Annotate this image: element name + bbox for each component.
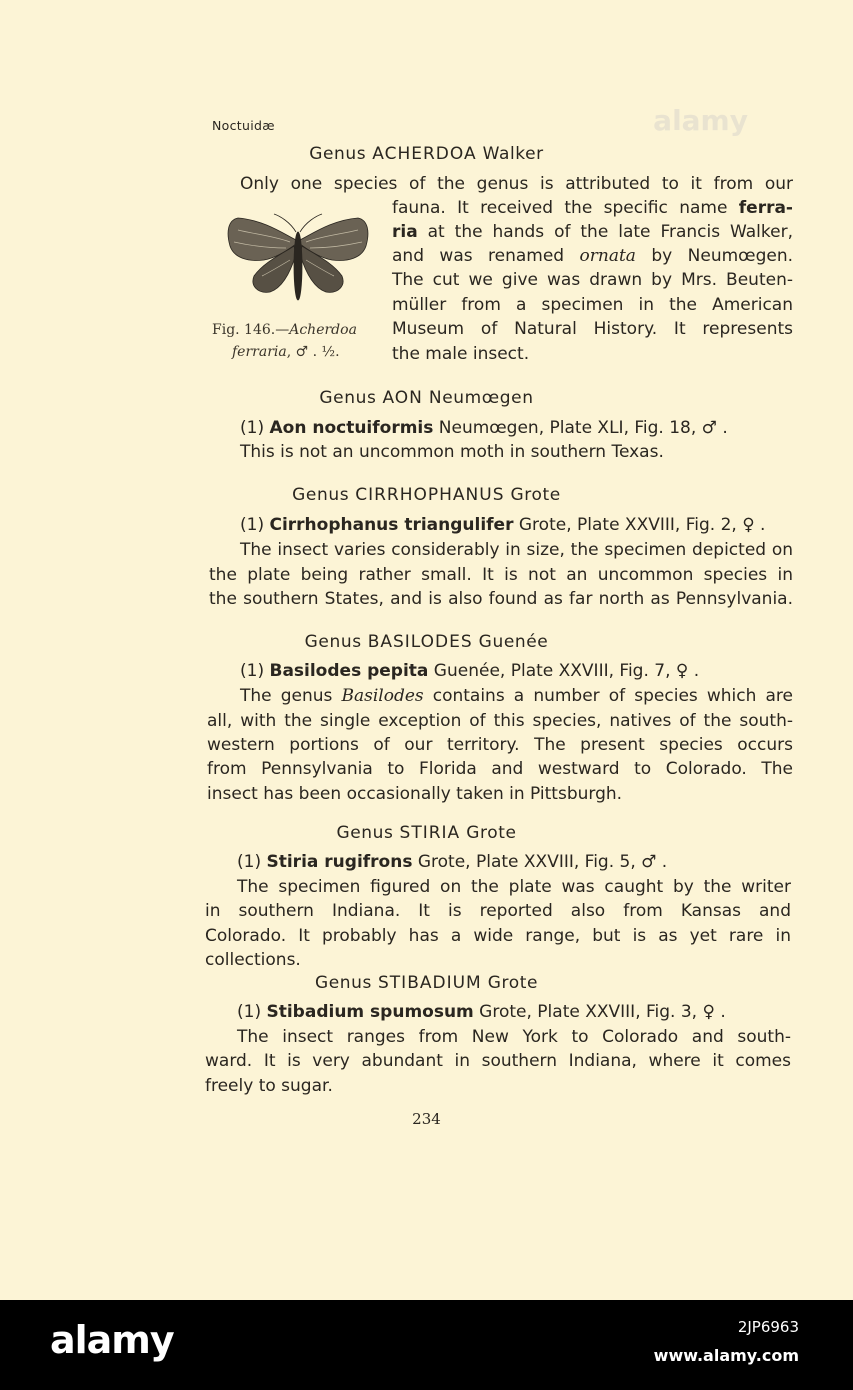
genus-word: Genus [292, 485, 350, 505]
body-line: The cut we give was drawn by Mrs. Beuten- [392, 270, 793, 290]
body-line [240, 686, 793, 706]
body-line: The insect varies considerably in size, the specimen depicted on [240, 540, 793, 560]
body-line: the southern States, and is also found as far north as Pennsylvania. [209, 589, 793, 609]
body-line: This is not an uncommon moth in southern Texas. [240, 442, 664, 462]
body-line [392, 246, 793, 266]
figure-caption-line [232, 344, 340, 360]
plate-reference: Grote, Plate XXVIII, Fig. 2, ♀ . [513, 515, 766, 535]
text-run: by Neumœgen. [635, 246, 793, 266]
genus-name: ACHERDOA [372, 144, 477, 164]
page-number: 234 [412, 1110, 441, 1128]
genus-author: Walker [482, 144, 544, 164]
entry-number: (1) [237, 852, 267, 872]
genus-word: Genus [314, 973, 372, 993]
running-head: Noctuidæ [212, 118, 275, 133]
image-id: 2JP6963 [737, 1318, 799, 1336]
genus-author: Grote [466, 823, 517, 843]
body-line: all, with the single exception of this species, natives of the south- [207, 711, 793, 731]
genus-word: Genus [304, 632, 362, 652]
stock-footer-bar [0, 1300, 853, 1390]
caption-italic: ferraria [232, 344, 287, 360]
genus-name: STIRIA [399, 823, 461, 843]
species-name: Stibadium spumosum [266, 1002, 474, 1022]
genus-name: STIBADIUM [378, 973, 482, 993]
species-name: Cirrhophanus triangulifer [269, 515, 514, 535]
moth-figure-illustration [224, 210, 372, 314]
species-name: ria [392, 222, 418, 242]
body-line: The insect ranges from New York to Colorado and south- [237, 1027, 791, 1047]
genus-author: Grote [510, 485, 561, 505]
genus-name: BASILODES [367, 632, 473, 652]
genus-word: Genus [309, 144, 367, 164]
body-line: Museum of Natural History. It represents [392, 319, 793, 339]
genus-heading-stibadium [0, 973, 853, 993]
body-line [392, 222, 793, 242]
body-line: müller from a specimen in the American [392, 295, 793, 315]
body-line: Only one species of the genus is attributed to it from our [240, 174, 793, 194]
body-line: the plate being rather small. It is not an uncommon species in [209, 565, 793, 585]
species-name: ferra- [738, 198, 793, 218]
body-line: the male insect. [392, 344, 530, 364]
genus-name: AON [382, 388, 423, 408]
body-line: collections. [205, 950, 301, 970]
body-line: from Pennsylvania to Florida and westward to Colorado. The [207, 759, 793, 779]
body-line: freely to sugar. [205, 1076, 333, 1096]
caption-text: , ♂ . ½. [286, 344, 340, 360]
body-line [392, 198, 793, 218]
alamy-logo: alamy [50, 1318, 174, 1362]
body-line: ward. It is very abundant in southern Indiana, where it comes [205, 1051, 791, 1071]
species-entry [237, 1002, 726, 1022]
body-line: The specimen figured on the plate was caught by the writer [237, 877, 791, 897]
genus-word: Genus [336, 823, 394, 843]
entry-number: (1) [240, 661, 270, 681]
entry-number: (1) [240, 418, 270, 438]
genus-author: Guenée [478, 632, 549, 652]
genus-heading-aon [0, 388, 853, 408]
species-entry [240, 661, 699, 681]
species-entry [240, 515, 765, 535]
species-entry [237, 852, 667, 872]
plate-reference: Guenée, Plate XXVIII, Fig. 7, ♀ . [428, 661, 700, 681]
watermark: alamy [653, 104, 748, 137]
body-line: in southern Indiana. It is reported also from Kansas and [205, 901, 791, 921]
text-run: and was renamed [392, 246, 580, 266]
body-line: Colorado. It probably has a wide range, but is as yet rare in [205, 926, 791, 946]
caption-text: Fig. 146.— [212, 322, 290, 338]
text-run: at the hands of the late Francis Walker, [417, 222, 793, 242]
body-line: western portions of our territory. The present species occurs [207, 735, 793, 755]
species-name: Basilodes pepita [269, 661, 429, 681]
entry-number: (1) [237, 1002, 267, 1022]
genus-heading-cirrhophanus [0, 485, 853, 505]
genus-heading-basilodes [0, 632, 853, 652]
text-run: contains a number of species which are [423, 686, 793, 706]
plate-reference: Neumœgen, Plate XLI, Fig. 18, ♂ . [433, 418, 728, 438]
italic-term: ornata [579, 246, 636, 266]
italic-term: Basilodes [341, 686, 424, 706]
text-run: fauna. It received the specific name [392, 198, 739, 218]
genus-author: Neumœgen [428, 388, 534, 408]
genus-name: CIRRHOPHANUS [355, 485, 505, 505]
caption-italic: Acherdoa [289, 322, 357, 338]
entry-number: (1) [240, 515, 270, 535]
site-url: www.alamy.com [653, 1346, 799, 1365]
figure-caption-line [212, 322, 357, 338]
genus-heading-stiria [0, 823, 853, 843]
genus-heading-acherdoa [0, 144, 853, 164]
body-line: insect has been occasionally taken in Pittsburgh. [207, 784, 623, 804]
genus-author: Grote [487, 973, 539, 993]
species-name: Stiria rugifrons [266, 852, 413, 872]
genus-word: Genus [319, 388, 377, 408]
species-name: Aon noctuiformis [269, 418, 434, 438]
species-entry [240, 418, 728, 438]
text-run: The genus [240, 686, 342, 706]
plate-reference: Grote, Plate XXVIII, Fig. 3, ♀ . [473, 1002, 726, 1022]
plate-reference: Grote, Plate XXVIII, Fig. 5, ♂ . [412, 852, 668, 872]
